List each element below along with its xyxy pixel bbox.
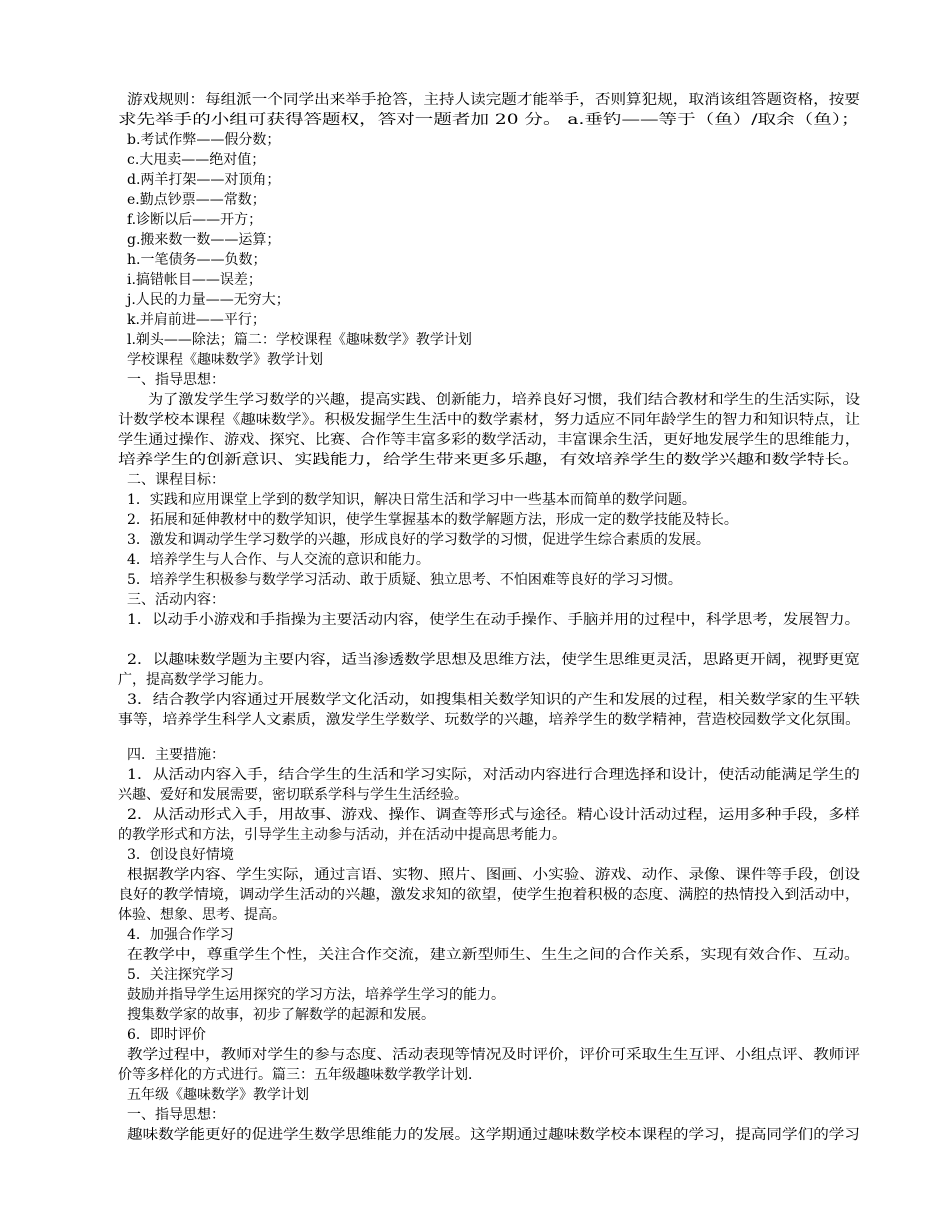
text-line: 学生通过操作、游戏、探究、比赛、合作等丰富多彩的数学活动，丰富课余生活，更好地发展学生的思维能力， [118, 432, 860, 448]
text-line: 鼓励并指导学生运用探究的学习方法，培养学生学习的能力。 [127, 987, 505, 1003]
text-line: 5．关注探究学习 [127, 967, 234, 983]
text-line: 一、指导思想： [127, 372, 225, 388]
text-line: d.两羊打架——对顶角； [127, 172, 281, 188]
text-line: c.大甩卖——绝对值； [127, 152, 266, 168]
text-line: k.并肩前进——平行； [127, 312, 266, 328]
text-line: l.剃头——除法；篇二：学校课程《趣味数学》教学计划 [127, 332, 472, 348]
text-line: 游戏规则：每组派一个同学出来举手抢答，主持人读完题才能举手，否则算犯规，取消该组答题资格，按要 [127, 92, 860, 108]
text-line: 1．以动手小游戏和手指操为主要活动内容，使学生在动手操作、手脑并用的过程中，科学思考，发展智力。 [127, 612, 860, 628]
text-line: 价等多样化的方式进行。篇三：五年级趣味数学教学计划． [118, 1067, 482, 1083]
text-line: 3．激发和调动学生学习数学的兴趣，形成良好的学习数学的习惯，促进学生综合素质的发展。 [127, 532, 710, 548]
text-line: 2．拓展和延伸教材中的数学知识，使学生掌握基本的数学解题方法，形成一定的数学技能及特长。 [127, 512, 738, 528]
text-line: 4．加强合作学习 [127, 927, 234, 943]
text-line: 良好的教学情境，调动学生活动的兴趣，激发求知的欲望，使学生抱着积极的态度、满腔的热情投入到活动中， [118, 887, 860, 903]
text-line: 3．创设良好情境 [127, 847, 234, 863]
text-line: 学校课程《趣味数学》教学计划 [127, 352, 323, 368]
text-line: 培养学生的创新意识、实践能力，给学生带来更多乐趣，有效培养学生的数学兴趣和数学特长。 [118, 452, 860, 468]
text-line: 计数学校本课程《趣味数学》。积极发掘学生生活中的数学素材，努力适应不同年龄学生的智力和知识特点，让 [118, 412, 860, 428]
text-line: 在教学中，尊重学生个性，关注合作交流，建立新型师生、生生之间的合作关系，实现有效合作、互动。 [127, 947, 860, 963]
text-line: 二、课程目标： [127, 472, 225, 488]
text-line: 一、指导思想： [127, 1107, 225, 1123]
text-line: h.一笔债务——负数； [127, 252, 267, 268]
text-line: 求先举手的小组可获得答题权，答对一题者加 20 分。 a.垂钓——等于（鱼）/取余（鱼）； [118, 112, 860, 128]
text-line: 1．实践和应用课堂上学到的数学知识，解决日常生活和学习中一些基本而简单的数学问题。 [127, 492, 696, 508]
text-line: 根据教学内容、学生实际，通过言语、实物、照片、图画、小实验、游戏、动作、录像、课件等手段，创设 [127, 867, 860, 883]
text-line: 4．培养学生与人合作、与人交流的意识和能力。 [127, 552, 430, 568]
text-line: 体验、想象、思考、提高。 [118, 907, 286, 923]
text-line: f.诊断以后——开方； [127, 212, 263, 228]
text-line: 为了激发学生学习数学的兴趣，提高实践、创新能力，培养良好习惯，我们结合教材和学生的生活实际，设 [148, 392, 860, 408]
text-line: 2．从活动形式入手，用故事、游戏、操作、调查等形式与途径。精心设计活动过程，运用多种手段，多样 [127, 807, 860, 823]
text-line: 的教学形式和方法，引导学生主动参与活动，并在活动中提高思考能力。 [118, 827, 566, 843]
text-line: 三、活动内容： [127, 592, 225, 608]
text-line: 五年级《趣味数学》教学计划 [127, 1087, 309, 1103]
text-line: 兴趣、爱好和发展需要，密切联系学科与学生生活经验。 [118, 787, 468, 803]
text-line: 教学过程中，教师对学生的参与态度、活动表现等情况及时评价，评价可采取生生互评、小组点评、教师评 [127, 1047, 860, 1063]
text-line: 1．从活动内容入手，结合学生的生活和学习实际，对活动内容进行合理选择和设计，使活动能满足学生的 [127, 767, 860, 783]
text-line: 搜集数学家的故事，初步了解数学的起源和发展。 [127, 1007, 435, 1023]
text-line: 四．主要措施： [127, 747, 225, 763]
text-line: 广，提高数学学习能力。 [118, 672, 272, 688]
text-line: 5．培养学生积极参与数学学习活动、敢于质疑、独立思考、不怕困难等良好的学习习惯。 [127, 572, 682, 588]
text-line: i.搞错帐目——误差； [127, 272, 262, 288]
text-line: 3．结合教学内容通过开展数学文化活动，如搜集相关数学知识的产生和发展的过程，相关数学家的生平轶 [127, 692, 860, 708]
text-line: e.勤点钞票——常数； [127, 192, 266, 208]
text-line: j.人民的力量——无穷大； [127, 292, 290, 308]
text-line: g.搬来数一数——运算； [127, 232, 281, 248]
text-line: b.考试作弊——假分数； [127, 132, 281, 148]
text-line: 事等，培养学生科学人文素质，激发学生学数学、玩数学的兴趣，培养学生的数学精神，营造校园数学文化氛围。 [118, 712, 860, 728]
text-line: 6．即时评价 [127, 1027, 206, 1043]
text-line: 2．以趣味数学题为主要内容，适当渗透数学思想及思维方法，使学生思维更灵活，思路更开阔，视野更宽 [127, 652, 860, 668]
text-line: 趣味数学能更好的促进学生数学思维能力的发展。这学期通过趣味数学校本课程的学习，提高同学们的学习 [127, 1127, 860, 1143]
